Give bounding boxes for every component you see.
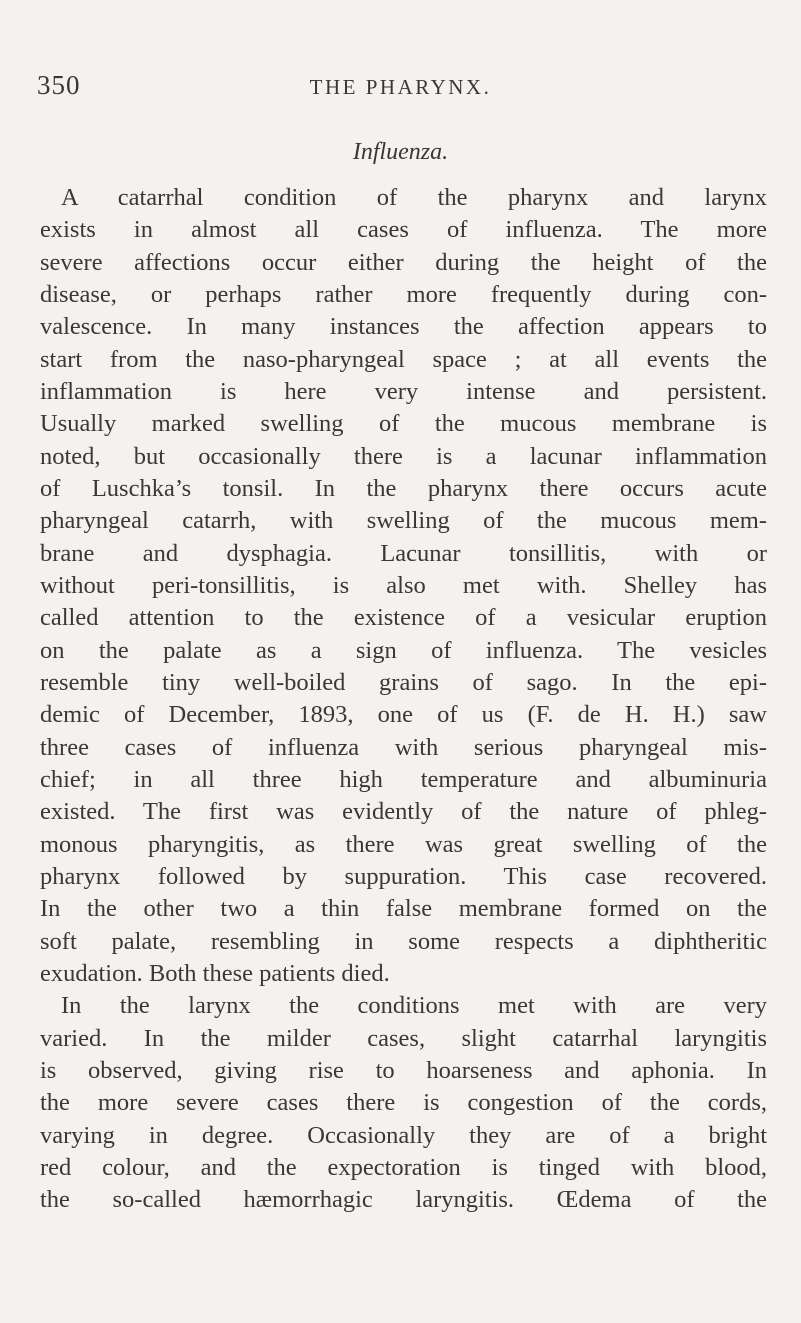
text-line: noted, but occasionally there is a lacunar inflammation [40,443,767,470]
text-line: resemble tiny well-boiled grains of sago. In the epi- [40,669,767,696]
text-line: varied. In the milder cases, slight catarrhal laryngitis [40,1025,767,1052]
text-line: severe affections occur either during the height of the [40,249,767,276]
text-line: pharyngeal catarrh, with swelling of the mucous mem- [40,507,767,534]
text-line: start from the naso-pharyngeal space ; at all events the [40,346,767,373]
text-line: valescence. In many instances the affection appears to [40,313,767,340]
text-line: chief; in all three high temperature and albuminuria [40,766,767,793]
text-line: monous pharyngitis, as there was great swelling of the [40,831,767,858]
text-line: is observed, giving rise to hoarseness and aphonia. In [40,1057,767,1084]
text-line: the so-called hæmorrhagic laryngitis. Œdema of the [40,1186,767,1213]
text-line: brane and dysphagia. Lacunar tonsillitis, with or [40,540,767,567]
text-line: In the other two a thin false membrane formed on the [40,895,767,922]
text-line: of Luschka’s tonsil. In the pharynx there occurs acute [40,475,767,502]
text-line: without peri-tonsillitis, is also met with. Shelley has [40,572,767,599]
text-line: called attention to the existence of a vesicular eruption [40,604,767,631]
text-line: A catarrhal condition of the pharynx and larynx [61,184,767,211]
text-line: Usually marked swelling of the mucous membrane is [40,410,767,437]
text-line: soft palate, resembling in some respects a diphtheritic [40,928,767,955]
text-line: exudation. Both these patients died. [40,960,390,987]
text-line: three cases of influenza with serious pharyngeal mis- [40,734,767,761]
text-line: varying in degree. Occasionally they are of a bright [40,1122,767,1149]
text-line: on the palate as a sign of influenza. The vesicles [40,637,767,664]
page-number: 350 [37,70,81,100]
text-line: In the larynx the conditions met with are very [61,992,767,1019]
text-line: the more severe cases there is congestion of the cords, [40,1089,767,1116]
text-line: pharynx followed by suppuration. This case recovered. [40,863,767,890]
text-line: inflammation is here very intense and persistent. [40,378,767,405]
section-title: Influenza. [352,139,449,165]
text-line: existed. The first was evidently of the nature of phleg- [40,798,767,825]
running-head: THE PHARYNX. [309,75,492,99]
text-line: red colour, and the expectoration is tinged with blood, [40,1154,767,1181]
text-line: demic of December, 1893, one of us (F. de H. H.) saw [40,701,767,728]
text-line: disease, or perhaps rather more frequently during con- [40,281,767,308]
text-line: exists in almost all cases of influenza. The more [40,216,767,243]
